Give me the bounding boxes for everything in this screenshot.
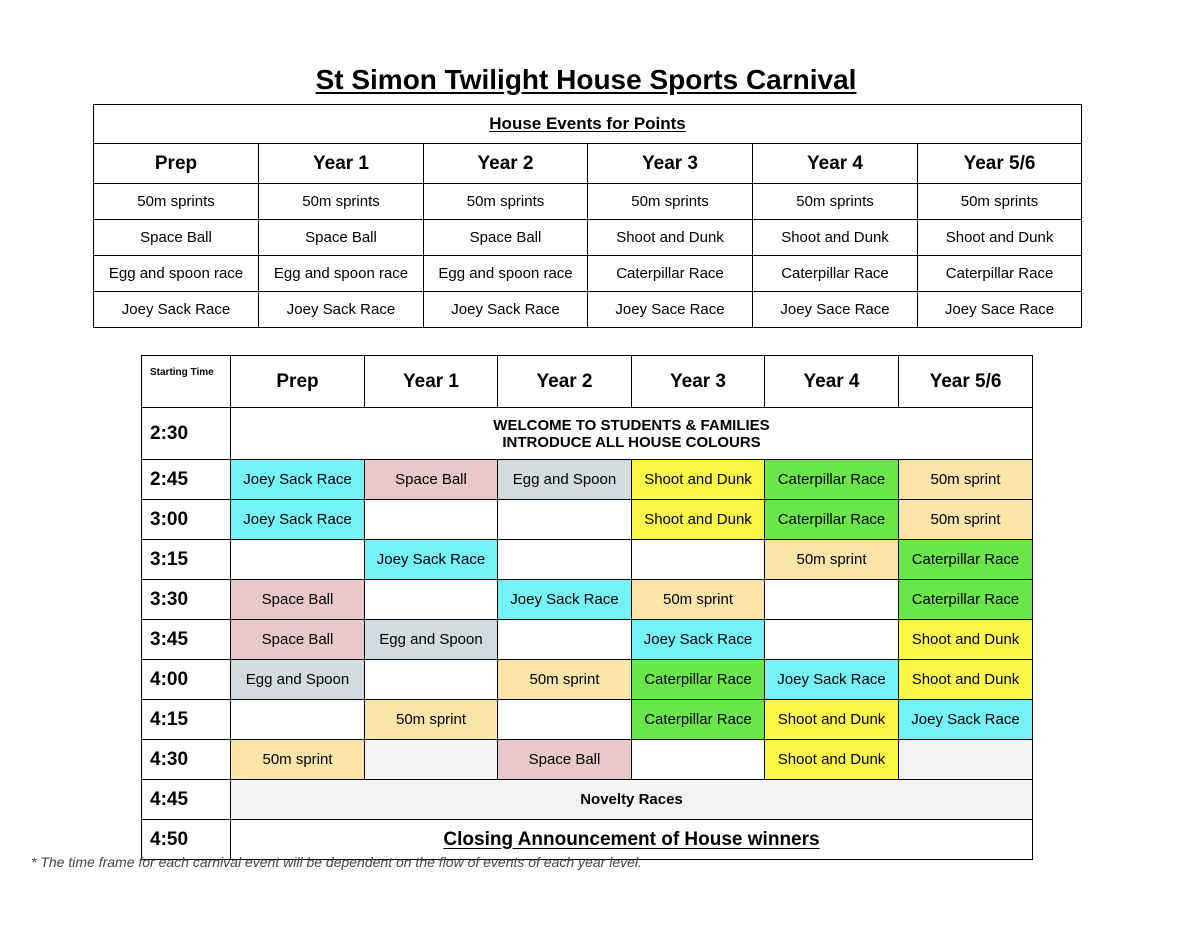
- table-cell: Shoot and Dunk: [588, 220, 753, 256]
- table-cell: 50m sprints: [94, 184, 259, 220]
- schedule-table: [141, 355, 1033, 860]
- table-cell: 50m sprints: [918, 184, 1082, 220]
- starting-time-header: Starting Time: [142, 356, 231, 408]
- house-events-table: [93, 104, 1082, 328]
- column-header: Prep: [94, 144, 259, 184]
- time-cell: 4:00: [142, 660, 231, 700]
- time-cell: 4:50: [142, 820, 231, 860]
- event-cell: [365, 660, 498, 700]
- column-header: Year 5/6: [918, 144, 1082, 184]
- table-cell: Space Ball: [94, 220, 259, 256]
- table-cell: Joey Sace Race: [918, 292, 1082, 328]
- table-cell: Joey Sack Race: [424, 292, 588, 328]
- event-cell: 50m sprint: [365, 700, 498, 740]
- event-cell: Shoot and Dunk: [765, 700, 899, 740]
- event-cell: Joey Sack Race: [632, 620, 765, 660]
- table-row: [142, 740, 1033, 780]
- column-header: Year 2: [498, 356, 632, 408]
- table-cell: Caterpillar Race: [588, 256, 753, 292]
- column-header: Year 3: [588, 144, 753, 184]
- event-cell: Caterpillar Race: [765, 500, 899, 540]
- table-row: [142, 500, 1033, 540]
- table-row: [142, 700, 1033, 740]
- event-cell: [498, 540, 632, 580]
- event-cell: [365, 740, 498, 780]
- event-cell: Space Ball: [231, 580, 365, 620]
- table-cell: Joey Sace Race: [753, 292, 918, 328]
- event-cell: Joey Sack Race: [231, 500, 365, 540]
- house-events-header-row: [94, 144, 1082, 184]
- novelty-races-cell: Novelty Races: [231, 780, 1033, 820]
- column-header: Year 3: [632, 356, 765, 408]
- closing-announcement-cell: Closing Announcement of House winners: [231, 820, 1033, 860]
- table-cell: Shoot and Dunk: [918, 220, 1082, 256]
- table-cell: Joey Sack Race: [94, 292, 259, 328]
- table-cell: Space Ball: [259, 220, 424, 256]
- column-header: Prep: [231, 356, 365, 408]
- event-cell: Egg and Spoon: [365, 620, 498, 660]
- time-cell: 3:30: [142, 580, 231, 620]
- event-cell: Shoot and Dunk: [632, 460, 765, 500]
- table-row: [142, 540, 1033, 580]
- event-cell: [231, 540, 365, 580]
- event-cell: Shoot and Dunk: [765, 740, 899, 780]
- event-cell: Caterpillar Race: [765, 460, 899, 500]
- table-row: [142, 660, 1033, 700]
- column-header: Year 1: [365, 356, 498, 408]
- event-cell: Caterpillar Race: [899, 540, 1033, 580]
- table-cell: Egg and spoon race: [259, 256, 424, 292]
- table-cell: 50m sprints: [753, 184, 918, 220]
- event-cell: [899, 740, 1033, 780]
- table-cell: Space Ball: [424, 220, 588, 256]
- table-row: [142, 460, 1033, 500]
- time-cell: 3:45: [142, 620, 231, 660]
- event-cell: 50m sprint: [632, 580, 765, 620]
- welcome-line-2: INTRODUCE ALL HOUSE COLOURS: [502, 433, 761, 451]
- schedule-header-row: [142, 356, 1033, 408]
- time-cell: 2:45: [142, 460, 231, 500]
- welcome-line-1: WELCOME TO STUDENTS & FAMILIES: [493, 416, 770, 434]
- event-cell: Caterpillar Race: [632, 700, 765, 740]
- table-cell: Shoot and Dunk: [753, 220, 918, 256]
- column-header: Year 2: [424, 144, 588, 184]
- page-title: St Simon Twilight House Sports Carnival: [315, 64, 857, 95]
- novelty-row: [142, 780, 1033, 820]
- event-cell: [765, 580, 899, 620]
- table-row: [94, 292, 1082, 328]
- table-row: [142, 620, 1033, 660]
- event-cell: Egg and Spoon: [231, 660, 365, 700]
- event-cell: Space Ball: [498, 740, 632, 780]
- time-cell: 3:15: [142, 540, 231, 580]
- event-cell: Space Ball: [365, 460, 498, 500]
- table-cell: 50m sprints: [259, 184, 424, 220]
- event-cell: [498, 500, 632, 540]
- column-header: Year 5/6: [899, 356, 1033, 408]
- event-cell: Space Ball: [231, 620, 365, 660]
- event-cell: Caterpillar Race: [632, 660, 765, 700]
- table-cell: 50m sprints: [424, 184, 588, 220]
- event-cell: [632, 540, 765, 580]
- time-cell: 4:45: [142, 780, 231, 820]
- time-cell: 3:00: [142, 500, 231, 540]
- event-cell: [231, 700, 365, 740]
- event-cell: Egg and Spoon: [498, 460, 632, 500]
- table-cell: Joey Sack Race: [259, 292, 424, 328]
- event-cell: Joey Sack Race: [231, 460, 365, 500]
- event-cell: Caterpillar Race: [899, 580, 1033, 620]
- event-cell: [765, 620, 899, 660]
- column-header: Year 1: [259, 144, 424, 184]
- event-cell: 50m sprint: [765, 540, 899, 580]
- event-cell: [365, 580, 498, 620]
- event-cell: Joey Sack Race: [765, 660, 899, 700]
- table-row: [94, 220, 1082, 256]
- event-cell: 50m sprint: [231, 740, 365, 780]
- house-events-caption: House Events for Points: [94, 105, 1082, 144]
- table-cell: Joey Sace Race: [588, 292, 753, 328]
- event-cell: 50m sprint: [899, 500, 1033, 540]
- table-row: [94, 256, 1082, 292]
- table-row: [142, 580, 1033, 620]
- welcome-message: [231, 408, 1033, 460]
- event-cell: [498, 700, 632, 740]
- table-cell: Egg and spoon race: [424, 256, 588, 292]
- event-cell: [632, 740, 765, 780]
- event-cell: Shoot and Dunk: [899, 620, 1033, 660]
- event-cell: Shoot and Dunk: [632, 500, 765, 540]
- table-cell: Egg and spoon race: [94, 256, 259, 292]
- table-row: [94, 184, 1082, 220]
- time-cell: 4:15: [142, 700, 231, 740]
- welcome-row: [142, 408, 1033, 460]
- table-cell: Caterpillar Race: [918, 256, 1082, 292]
- event-cell: [498, 620, 632, 660]
- event-cell: Joey Sack Race: [498, 580, 632, 620]
- table-cell: 50m sprints: [588, 184, 753, 220]
- time-cell: 4:30: [142, 740, 231, 780]
- event-cell: Shoot and Dunk: [899, 660, 1033, 700]
- event-cell: Joey Sack Race: [899, 700, 1033, 740]
- event-cell: [365, 500, 498, 540]
- event-cell: 50m sprint: [899, 460, 1033, 500]
- event-cell: 50m sprint: [498, 660, 632, 700]
- event-cell: Joey Sack Race: [365, 540, 498, 580]
- footnote: * The time frame for each carnival event will be dependent on the flow of events of each year level.: [31, 854, 642, 870]
- table-cell: Caterpillar Race: [753, 256, 918, 292]
- time-cell: 2:30: [142, 408, 231, 460]
- column-header: Year 4: [753, 144, 918, 184]
- column-header: Year 4: [765, 356, 899, 408]
